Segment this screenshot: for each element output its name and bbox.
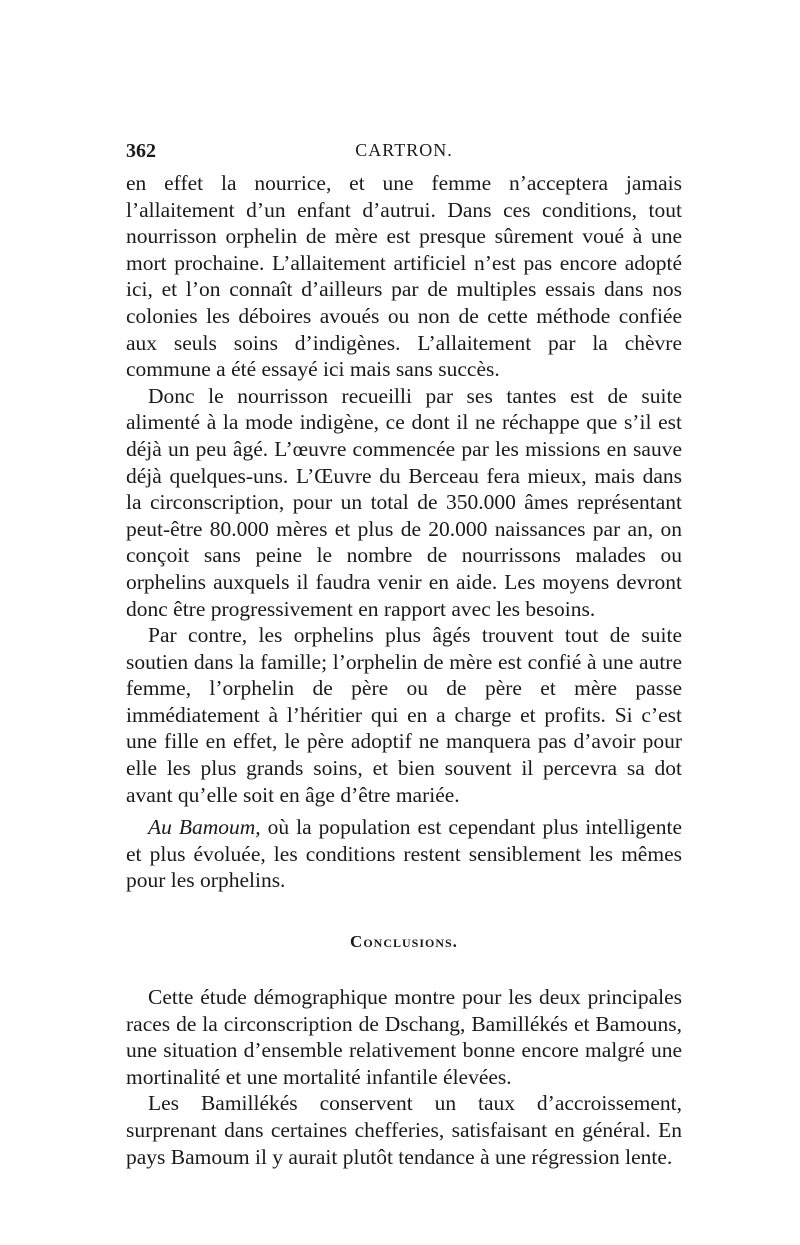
page-number: 362	[126, 140, 156, 162]
paragraph-bamoum	[126, 814, 682, 894]
body-text	[126, 170, 682, 1170]
paragraph-nourrisson: Donc le nourrisson recueilli par ses tantes est de suite alimenté à la mode indigène, ce dont il ne réchappe que s’il est déjà un peu âgé. L’œuvre commencée par les missions en sauve déjà quelques-uns. L’Œuvre du Berceau fera mieux, mais dans la circonscription, pour un total de 350.000 âmes représentant peut-être 80.000 mères et plus de 20.000 naissances par an, on conçoit sans peine le nombre de nourrissons malades ou orphelins auxquels il faudra venir en aide. Les moyens devront donc être progressivement en rapport avec les besoins.	[126, 383, 682, 621]
running-head	[126, 140, 682, 166]
paragraph-conclusion-2: Les Bamillékés conservent un taux d’accroissement, surprenant dans certaines chefferies, satisfaisant en général. En pays Bamoum il y aurait plutôt tendance à une régression lente.	[126, 1091, 682, 1169]
paragraph-older-orphans: Par contre, les orphelins plus âgés trouvent tout de suite soutien dans la famille; l’orphelin de mère est confié à une autre femme, l’orphelin de père ou de père et mère passe immédiatement à l’héritier qui en a charge et profits. Si c’est une fille en effet, le père adoptif ne manquera pas d’avoir pour elle les plus grands soins, et bien souvent il percevra sa dot avant qu’elle soit en âge d’être mariée.	[126, 623, 682, 807]
paragraph-orphans-nursing: en effet la nourrice, et une femme n’acceptera jamais l’allaitement d’un enfant d’autrui. Dans ces conditions, tout nourrisson orphelin de mère est presque sûrement voué à une mort prochaine. L’allaitement artificiel n’est pas encore adopté ici, et l’on connaît d’ailleurs par de multiples essais dans nos colonies les déboires avoués ou non de cette méthode confiée aux seuls soins d’indigènes. L’allaitement par la chèvre commune a été essayé ici mais sans succès.	[126, 171, 682, 382]
paragraph-conclusion-1: Cette étude démographique montre pour les deux principales races de la circonscription de Dschang, Bamillékés et Bamouns, une situation d’ensemble relativement bonne encore malgré une mortinalité et une mortalité infantile élevées.	[126, 985, 682, 1089]
bamoum-lead: Au Bamoum,	[148, 815, 261, 840]
bamoum-rest: où la population est cependant plus intelligente et plus évoluée, les conditions restent sensiblement les mêmes pour les orphelins.	[126, 815, 682, 893]
running-title: CARTRON.	[355, 140, 453, 160]
section-heading-conclusions: Conclusions.	[350, 932, 458, 952]
